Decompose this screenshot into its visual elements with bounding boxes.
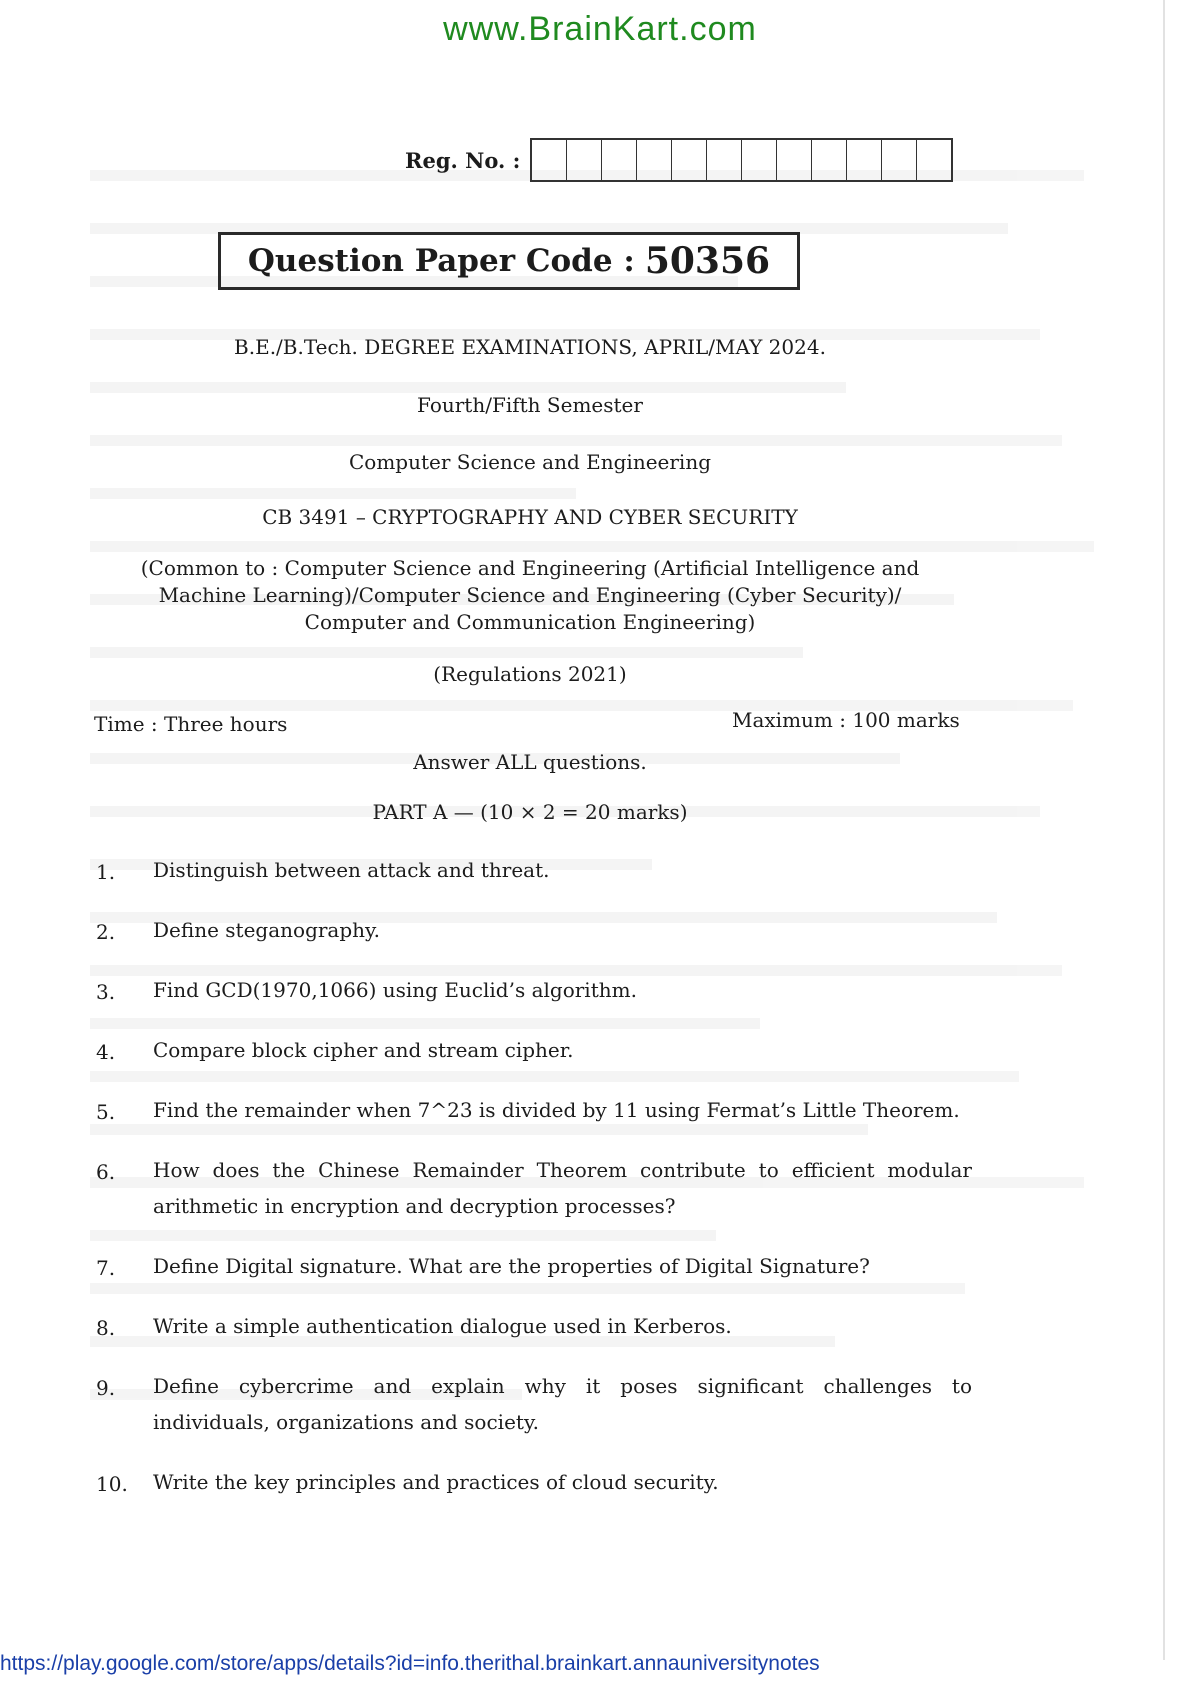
question-number: 4. bbox=[96, 1040, 116, 1064]
question-item bbox=[96, 1160, 972, 1224]
question-item bbox=[96, 860, 972, 888]
reg-number-box bbox=[707, 140, 742, 180]
question-item bbox=[96, 1100, 972, 1128]
question-text: Define Digital signature. What are the properties of Digital Signature? bbox=[153, 1254, 870, 1278]
question-item bbox=[96, 1472, 972, 1500]
bleed-through-texture bbox=[90, 170, 1170, 1500]
reg-number-block bbox=[405, 138, 953, 182]
reg-number-box bbox=[847, 140, 882, 180]
reg-number-box bbox=[917, 140, 951, 180]
question-text: Define steganography. bbox=[153, 918, 381, 942]
reg-number-box bbox=[637, 140, 672, 180]
question-item bbox=[96, 1040, 972, 1068]
question-number: 3. bbox=[96, 980, 116, 1004]
question-text: Write a simple authentication dialogue used in Kerberos. bbox=[153, 1314, 732, 1338]
question-number: 5. bbox=[96, 1100, 116, 1124]
question-number: 7. bbox=[96, 1256, 116, 1280]
reg-number-box bbox=[812, 140, 847, 180]
question-text: How does the Chinese Remainder Theorem contribute to efficient modular arithmetic in encryption and decryption processes? bbox=[153, 1158, 972, 1218]
question-number: 9. bbox=[96, 1376, 116, 1400]
regulations-line: (Regulations 2021) bbox=[433, 662, 627, 686]
reg-number-box bbox=[882, 140, 917, 180]
question-item bbox=[96, 1256, 972, 1284]
question-text: Find GCD(1970,1066) using Euclid’s algorithm. bbox=[153, 978, 637, 1002]
reg-number-label: Reg. No. : bbox=[405, 147, 521, 173]
question-text: Define cybercrime and explain why it poses significant challenges to individuals, organizations and society. bbox=[153, 1374, 972, 1434]
question-item bbox=[96, 920, 972, 948]
question-text: Write the key principles and practices of cloud security. bbox=[153, 1470, 719, 1494]
instruction-line: Answer ALL questions. bbox=[413, 750, 647, 774]
common-to-line-1: (Common to : Computer Science and Engineering (Artificial Intelligence and bbox=[140, 556, 920, 580]
maximum-marks: Maximum : 100 marks bbox=[732, 708, 960, 732]
question-item bbox=[96, 980, 972, 1008]
common-to-line-2: Machine Learning)/Computer Science and Engineering (Cyber Security)/ bbox=[158, 583, 902, 607]
question-number: 1. bbox=[96, 860, 116, 884]
reg-number-box bbox=[567, 140, 602, 180]
common-to-line-3: Computer and Communication Engineering) bbox=[304, 610, 756, 634]
reg-number-box bbox=[742, 140, 777, 180]
common-to-block bbox=[110, 555, 950, 636]
question-item bbox=[96, 1376, 972, 1440]
question-number: 10. bbox=[96, 1472, 128, 1496]
reg-number-box bbox=[777, 140, 812, 180]
part-heading: PART A — (10 × 2 = 20 marks) bbox=[372, 800, 688, 824]
question-paper-code-label: Question Paper Code : bbox=[247, 243, 635, 279]
reg-number-box bbox=[532, 140, 567, 180]
subject-line: CB 3491 – CRYPTOGRAPHY AND CYBER SECURITY bbox=[262, 505, 798, 529]
question-text: Compare block cipher and stream cipher. bbox=[153, 1038, 574, 1062]
department-line: Computer Science and Engineering bbox=[348, 450, 712, 474]
question-text: Distinguish between attack and threat. bbox=[153, 858, 550, 882]
time-allowed: Time : Three hours bbox=[94, 712, 288, 736]
question-number: 8. bbox=[96, 1316, 116, 1340]
reg-number-boxes bbox=[530, 138, 953, 182]
question-text: Find the remainder when 7^23 is divided by 11 using Fermat’s Little Theorem. bbox=[153, 1098, 960, 1122]
question-number: 6. bbox=[96, 1160, 116, 1184]
question-number: 2. bbox=[96, 920, 116, 944]
scan-edge bbox=[1163, 0, 1165, 1660]
question-paper-code-box bbox=[218, 232, 800, 290]
site-url[interactable]: www.BrainKart.com bbox=[443, 10, 757, 48]
reg-number-box bbox=[602, 140, 637, 180]
question-item bbox=[96, 1316, 972, 1344]
question-paper-code-number: 50356 bbox=[644, 240, 771, 282]
semester-line: Fourth/Fifth Semester bbox=[417, 393, 643, 417]
degree-line: B.E./B.Tech. DEGREE EXAMINATIONS, APRIL/MAY 2024. bbox=[234, 335, 826, 359]
footer-url[interactable]: https://play.google.com/store/apps/details?id=info.therithal.brainkart.annauniversitynotes bbox=[0, 1652, 820, 1675]
reg-number-box bbox=[672, 140, 707, 180]
